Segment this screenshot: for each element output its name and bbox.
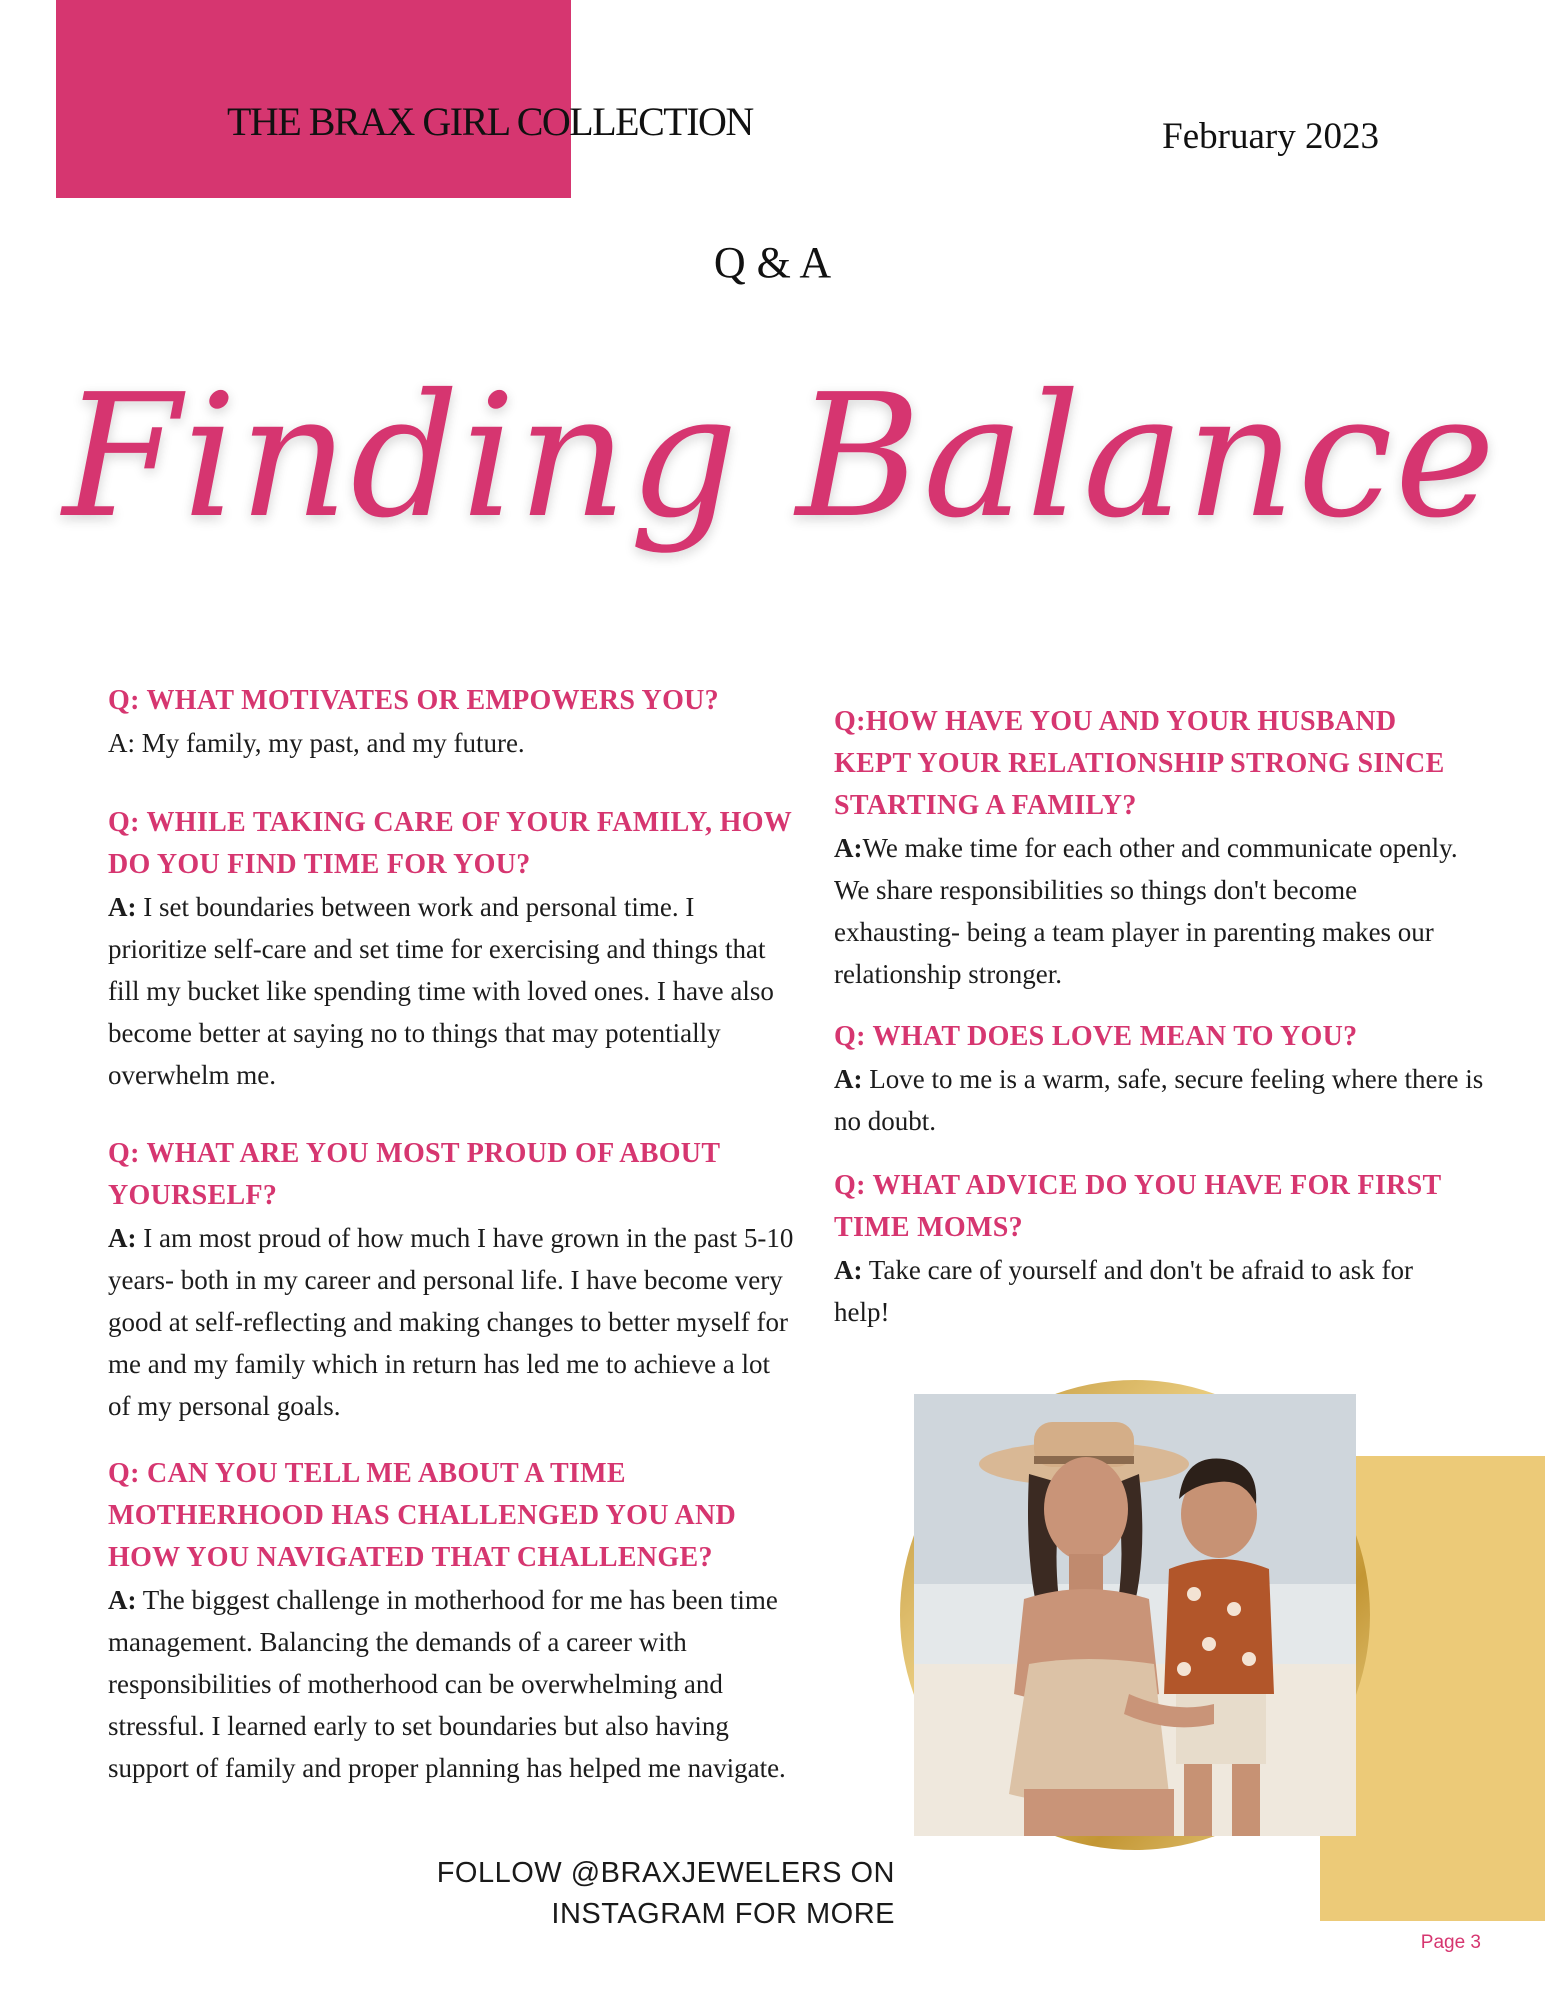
answer (108, 722, 828, 764)
answer (834, 1249, 1474, 1333)
qa-item (834, 701, 1474, 995)
answer-text: We make time for each other and communicate openly. We share responsibilities so things don't become exhausting- being a team player in parenting makes our relationship stronger. (834, 833, 1458, 989)
answer (108, 886, 798, 1096)
answer (834, 1058, 1494, 1142)
question: Q: WHILE TAKING CARE OF YOUR FAMILY, HOW DO YOU FIND TIME FOR YOU? (108, 807, 792, 880)
answer-prefix: A: (834, 1064, 863, 1094)
answer-prefix: A: (108, 728, 135, 758)
answer-text: Take care of yourself and don't be afraid to ask for help! (834, 1255, 1414, 1327)
instagram-callout (437, 1853, 895, 1935)
follow-line-2: INSTAGRAM FOR MORE (551, 1898, 895, 1930)
page-title (62, 290, 1498, 650)
page-number: Page 3 (1420, 1932, 1481, 1953)
issue-date: February 2023 (1162, 116, 1379, 157)
answer-text: My family, my past, and my future. (135, 728, 525, 758)
question: Q:HOW HAVE YOU AND YOUR HUSBAND KEPT YOUR RELATIONSHIP STRONG SINCE STARTING A FAMILY? (834, 706, 1445, 821)
page-title-text: Finding Balance (62, 358, 1498, 556)
qa-item (108, 1453, 813, 1789)
answer (108, 1217, 798, 1427)
section-label: Q & A (713, 238, 832, 287)
qa-item (108, 1133, 798, 1427)
follow-line-1: FOLLOW @BRAXJEWELERS ON (436, 1857, 895, 1889)
answer (108, 1579, 813, 1789)
qa-item (108, 680, 828, 764)
answer-text: I am most proud of how much I have grown in the past 5-10 years- both in my career and personal life. I have become very good at self-reflecting and making changes to better myself for me and my family which in return has led me to achieve a lot of my personal goals. (108, 1223, 794, 1421)
question: Q: WHAT ARE YOU MOST PROUD OF ABOUT YOURSELF? (108, 1138, 720, 1211)
answer-prefix: A: (108, 1223, 137, 1253)
answer-prefix: A: (108, 1585, 137, 1615)
mother-and-son-photo (914, 1394, 1356, 1836)
brand-name: THE BRAX GIRL COLLECTION (227, 99, 753, 144)
question: Q: WHAT MOTIVATES OR EMPOWERS YOU? (108, 685, 719, 716)
answer-prefix: A: (834, 833, 863, 863)
qa-item (108, 802, 798, 1096)
answer-text: The biggest challenge in motherhood for me has been time management. Balancing the demands of a career with responsibilities of motherhood can be overwhelming and stressful. I learned early to set boundaries but also having support of family and proper planning has helped me navigate. (108, 1585, 786, 1783)
question: Q: CAN YOU TELL ME ABOUT A TIME MOTHERHOOD HAS CHALLENGED YOU AND HOW YOU NAVIGATED THAT CHALLENGE? (108, 1458, 737, 1573)
question: Q: WHAT ADVICE DO YOU HAVE FOR FIRST TIME MOMS? (834, 1170, 1441, 1243)
answer (834, 827, 1474, 995)
answer-prefix: A: (108, 892, 137, 922)
answer-text: I set boundaries between work and personal time. I prioritize self-care and set time for exercising and things that fill my bucket like spending time with loved ones. I have also become better at saying no to things that may potentially overwhelm me. (108, 892, 774, 1090)
question: Q: WHAT DOES LOVE MEAN TO YOU? (834, 1021, 1358, 1052)
photo-illustration (914, 1394, 1356, 1836)
answer-text: Love to me is a warm, safe, secure feeling where there is no doubt. (834, 1064, 1484, 1136)
qa-item (834, 1165, 1474, 1333)
answer-prefix: A: (834, 1255, 863, 1285)
qa-item (834, 1016, 1494, 1142)
